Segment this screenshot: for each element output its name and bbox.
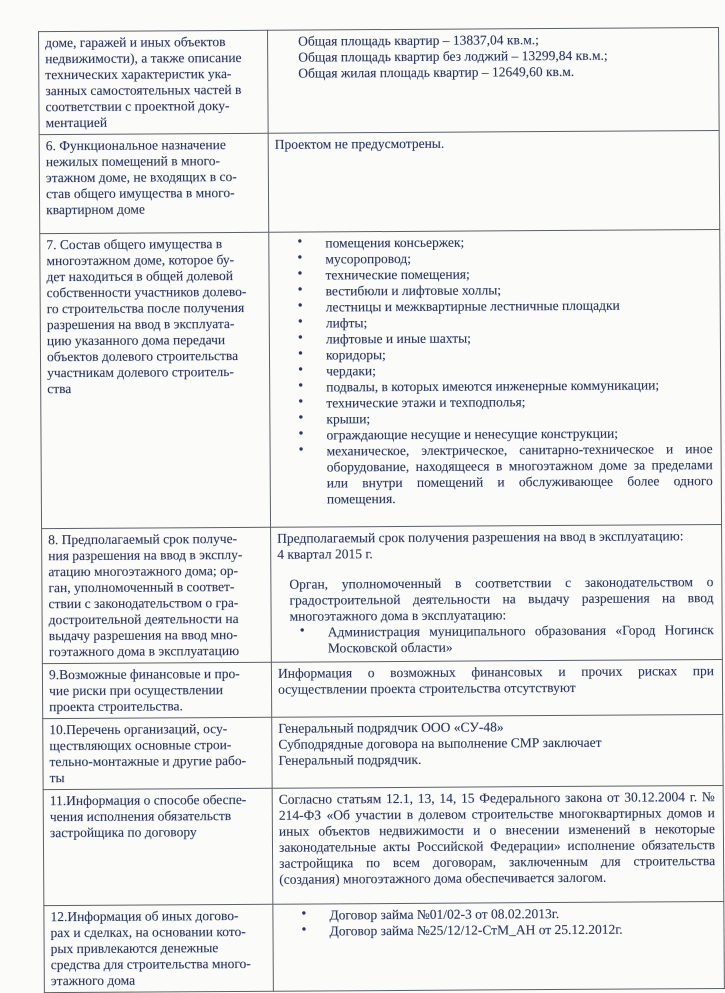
label-line: объектов долевого строительства (46, 347, 239, 365)
value-line: Общая площадь квартир – 13837,04 кв.м.; (298, 32, 539, 49)
label-line: участникам долевого строитель- (47, 363, 234, 381)
bullet-item: • мусоропровод; (275, 249, 711, 268)
label-line: соответствии с проектной доку- (45, 97, 230, 115)
item7-label-lines (46, 236, 261, 397)
bullet-item: • лифтовые и иные шахты; (276, 329, 712, 348)
label-line: ты (49, 770, 65, 786)
label-line: ствии с законодательством о гра- (48, 594, 239, 612)
item6-value-lines (275, 134, 711, 153)
value-line: Генеральный подрядчик. (278, 751, 422, 768)
label-line: средства для строительства много- (50, 955, 251, 973)
item9-risks-paragraph: Информация о возможных финансовых и прочих рисках при осуществлении проекта строительства отсутствуют (277, 663, 714, 697)
label-line: многоэтажном доме, которое бу- (46, 251, 235, 269)
label-line: проекта строительства. (49, 698, 183, 715)
item12-bullet-list (279, 905, 715, 940)
label-line: доме, гаражей и иных объектов (45, 34, 226, 51)
value-line: Генеральный подрядчик ООО «СУ-48» (278, 719, 504, 736)
row-item9 (42, 659, 722, 718)
label-line: 12.Информация об иных догово- (50, 907, 239, 925)
row-item7 (40, 229, 722, 528)
row-item6 (39, 131, 720, 234)
project-declaration-table (38, 27, 725, 993)
label-line: 8. Предполагаемый срок получе- (48, 530, 238, 548)
label-line: квартирном доме (46, 201, 145, 218)
item5-value-cell (268, 28, 720, 134)
value-line: 4 квартал 2015 г. (277, 546, 373, 562)
label-line: этажном доме, не входящих в со- (45, 168, 237, 186)
bullet-item: • коридоры; (276, 345, 712, 364)
label-line: цию указанного дома передачи (46, 332, 226, 349)
label-line: рых привлекаются денежные (50, 940, 219, 957)
label-line: тельно-монтажные и другие рабо- (49, 752, 247, 770)
label-line: ства (47, 380, 72, 397)
bullet-item: • чердаки; (276, 361, 712, 380)
item8-label-lines (48, 531, 263, 660)
row-item5-continuation (39, 28, 720, 135)
bullet-item: • подвалы, в которых имеются инженерные коммуникации; (276, 377, 712, 396)
label-line: го строительства после получения (46, 299, 245, 317)
item10-label-lines (49, 721, 263, 786)
value-line: Общая площадь квартир без лоджий – 13299,84 кв.м.; (298, 47, 608, 65)
item5-label-lines (45, 34, 260, 131)
bullet-item: • технические этажи и техподполья; (276, 393, 712, 412)
item11-label-cell (43, 788, 273, 905)
label-line: нежилых помещений в много- (45, 153, 220, 170)
label-line: 9.Возможные финансовые и про- (48, 665, 240, 683)
label-line: став общего имущества в много- (45, 184, 235, 202)
value-line: Проектом не предусмотрены. (274, 135, 445, 152)
bullet-item: • Договор займа №01/02-3 от 08.02.2013г. (279, 905, 715, 924)
value-line: Субподрядные договора на выполнение СМР заключает (278, 734, 602, 752)
row-item12 (44, 901, 725, 992)
bullet-item: • помещения консьержек; (275, 233, 711, 252)
bullet-item: • Договор займа №25/12/12-СтМ_АН от 25.12.2012г. (279, 921, 715, 940)
item8-deadline-lines (277, 528, 713, 563)
bullet-item: • Администрация муниципального образования «Город Ногинск Московской области» (278, 622, 714, 657)
value-line: Общая жилая площадь квартир – 12649,60 кв.м. (298, 63, 575, 81)
label-line: недвижимости), а также описание (45, 49, 242, 67)
item8-bullet-list (278, 622, 714, 657)
item6-value-cell (268, 131, 720, 233)
item8-label-cell (42, 527, 272, 663)
item8-authority-paragraph: Орган, уполномоченный в соответствии с законодательством о градостроительной деятельности на выдачу разрешения на ввод многоэтажного дома в эксплуатацию: (289, 574, 714, 624)
item9-value-cell (271, 659, 722, 717)
item8-value-cell (271, 524, 723, 662)
bullet-item: • механическое, электрическое, санитарно-техническое и иное оборудование, находящееся в многоэтажном доме за пределами или внутри помещений и обслуживающее более одного помещения. (277, 441, 713, 508)
item12-value-cell (273, 901, 725, 991)
label-line: этажного дома (50, 972, 136, 989)
label-line: ния разрешения на ввод в эксплу- (48, 546, 243, 564)
row-item10 (43, 714, 723, 789)
item10-label-cell (43, 717, 272, 789)
item11-law-paragraph: Согласно статьям 12.1, 13, 14, 15 Федерального закона от 30.12.2004 г. № 214-ФЗ «Об участии в долевом строительстве многоквартирных домов и иных объектов недвижимости и о внесении изменений в некоторые законодательные акты Российской Федерации» исполнение обязательств застройщика по всем договорам, заключенным для строительства (создания) многоэтажного дома обеспечивается залогом. (278, 789, 716, 887)
label-line: атацию многоэтажного дома; ор- (48, 562, 239, 580)
bullet-item: • лифты; (276, 313, 712, 332)
label-line: достроительной деятельности на (48, 610, 239, 628)
row-item8 (42, 524, 723, 663)
row-item11 (43, 785, 724, 905)
item5-label-cell (39, 30, 269, 134)
label-line: дет находиться в общей долевой (46, 267, 234, 285)
label-line: выдачу разрешения на ввод мно- (48, 626, 238, 644)
label-line: 10.Перечень организаций, осу- (49, 721, 228, 738)
label-line: ментацией (45, 114, 108, 131)
label-line: занных самостоятельных частей в (45, 81, 242, 99)
label-line: застройщика по договору (49, 824, 197, 841)
value-line: Предполагаемый срок получения разрешения на ввод в эксплуатацию: (277, 528, 684, 546)
item9-label-cell (42, 662, 271, 718)
item12-label-cell (44, 904, 274, 992)
bullet-item: • вестибюли и лифтовые холлы; (276, 281, 712, 300)
label-line: чие риски при осуществлении (48, 682, 224, 699)
item7-label-cell (40, 232, 271, 528)
item6-label-cell (39, 133, 269, 233)
item7-value-cell (269, 229, 722, 527)
label-line: 7. Состав общего имущества в (46, 236, 223, 253)
label-line: рах и сделках, на основании кото- (50, 923, 246, 941)
item10-value-lines (278, 718, 714, 769)
bullet-item: • ограждающие несущие и ненесущие конструкции; (276, 425, 712, 444)
bullet-item: • технические помещения; (275, 265, 711, 284)
item11-label-lines (50, 792, 264, 841)
label-line: 6. Функциональное назначение (45, 137, 226, 154)
item7-bullet-list (275, 233, 713, 508)
item12-label-lines (50, 908, 264, 989)
item9-label-lines (49, 666, 263, 715)
label-line: ган, уполномоченный в соответ- (48, 578, 235, 596)
label-line: собственности участников долево- (46, 283, 247, 301)
label-line: разрешения на ввод в эксплуата- (46, 315, 235, 333)
label-line: чения исполнения обязательств (49, 807, 232, 825)
item6-label-lines (46, 137, 260, 218)
label-line: технических характеристик ука- (45, 65, 232, 83)
item5-value-lines (274, 31, 710, 82)
label-line: ществляющих основные строи- (49, 736, 232, 754)
item11-value-cell (272, 785, 724, 904)
item10-value-cell (272, 714, 723, 788)
label-line: 11.Информация о способе обеспе- (49, 791, 247, 809)
label-line: гоэтажного дома в эксплуатацию (48, 642, 240, 660)
bullet-item: • лестницы и межквартирные лестничные площадки (276, 297, 712, 316)
bullet-item: • крыши; (276, 409, 712, 428)
